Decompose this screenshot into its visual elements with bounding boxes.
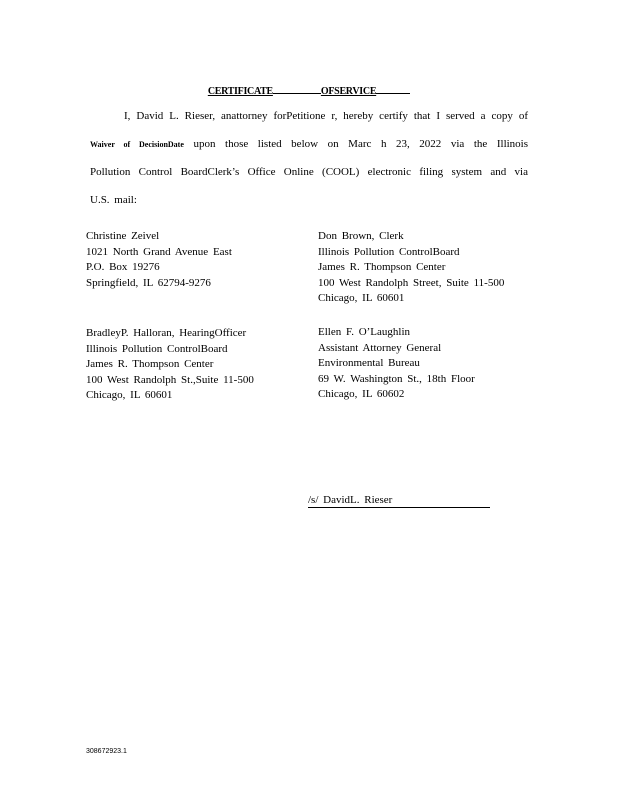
title-of-service: OFSERVICE	[320, 86, 377, 97]
certificate-line-1: I, David L. Rieser, anattorney forPetitione r, hereby certify that I served a copy of	[124, 110, 528, 122]
title-certificate: CERTIFICATE	[207, 86, 273, 97]
recipient-christine-zeivel	[86, 229, 232, 291]
address-line: 100 West Randolph St.,Suite 11-500	[86, 373, 254, 386]
address-line: Illinois Pollution ControlBoard	[86, 342, 228, 355]
address-line: Ellen F. O’Laughlin	[318, 326, 411, 338]
address-line: 69 W. Washington St., 18th Floor	[318, 372, 475, 385]
address-line: James R. Thompson Center	[318, 261, 446, 274]
address-line: P.O. Box 19276	[86, 261, 160, 274]
certificate-line-4: U.S. mail:	[90, 194, 137, 206]
waiver-document-name: Waiver of DecisionDate	[90, 140, 184, 149]
document-title	[0, 84, 618, 97]
certificate-line-2-text: upon those listed below on Marc h 23, 2022 via the Illinois	[193, 138, 529, 150]
address-line: Assistant Attorney General	[318, 341, 442, 354]
address-line: Chicago, IL 60601	[86, 389, 173, 402]
recipient-ellen-olaughlin	[318, 325, 475, 403]
address-line: James R. Thompson Center	[86, 358, 214, 371]
recipient-bradley-halloran	[86, 326, 254, 404]
address-line: Environmental Bureau	[318, 357, 420, 370]
recipient-don-brown	[318, 229, 504, 307]
address-line: Chicago, IL 60602	[318, 388, 405, 401]
address-line: Chicago, IL 60601	[318, 292, 405, 305]
title-underline-gap	[273, 84, 321, 94]
certificate-line-3: Pollution Control BoardClerk’s Office Online (COOL) electronic filing system and via	[90, 166, 528, 178]
address-line: 100 West Randolph Street, Suite 11-500	[318, 276, 505, 289]
address-line: Illinois Pollution ControlBoard	[318, 245, 460, 258]
certificate-line-2	[90, 138, 528, 150]
document-id-footer: 308672923.1	[86, 748, 127, 755]
address-line: BradleyP. Halloran, HearingOfficer	[86, 327, 247, 339]
address-line: 1021 North Grand Avenue East	[86, 245, 232, 258]
address-line: Don Brown, Clerk	[318, 230, 404, 242]
address-line: Christine Zeivel	[86, 230, 160, 242]
address-line: Springfield, IL 62794-9276	[86, 276, 211, 289]
signature-line: /s/ DavidL. Rieser	[308, 494, 490, 508]
title-underline-tail	[376, 84, 410, 94]
